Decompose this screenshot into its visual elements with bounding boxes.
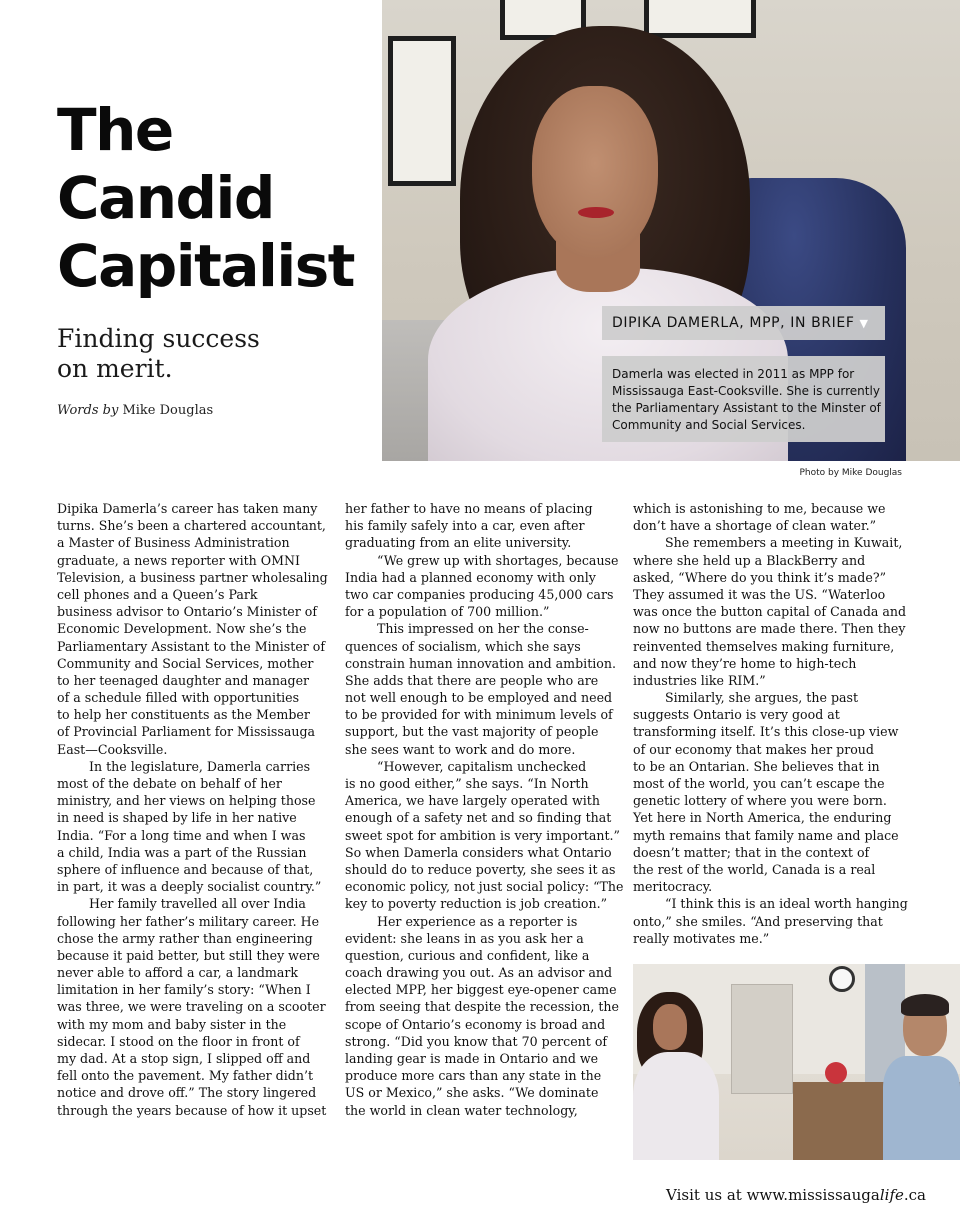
footer-prefix: Visit us at www.mississauga: [666, 1186, 880, 1204]
body-text-line: and now they’re home to high-tech: [633, 655, 857, 671]
body-text-line: business advisor to Ontario’s Minister of: [57, 604, 317, 620]
body-text-line: cell phones and a Queen’s Park: [57, 586, 258, 602]
body-text-line: now no buttons are made there. Then they: [633, 621, 906, 637]
body-text-line: question, curious and confident, like a: [345, 947, 590, 963]
body-text-line: a Master of Business Administration: [57, 535, 290, 551]
title-line: Candid: [57, 164, 274, 232]
body-column-1: [57, 500, 332, 1119]
body-text-line: East—Cooksville.: [57, 741, 168, 757]
body-text-line: economic policy, not just social policy: “The: [345, 879, 624, 895]
body-text-line: enough of a safety net and so finding that: [345, 810, 612, 826]
body-text-line: limitation in her family’s story: “When I: [57, 982, 311, 998]
body-text-line: Similarly, she argues, the past: [665, 690, 859, 706]
body-text-line: of Provincial Parliament for Mississauga: [57, 724, 316, 740]
body-text-line: through the years because of how it upset: [57, 1102, 327, 1118]
body-text-line: because it paid better, but still they were: [57, 947, 320, 963]
body-text-line: produce more cars than any state in the: [345, 1068, 602, 1084]
body-text-line: quences of socialism, which she says: [345, 638, 581, 654]
body-text-line: which is astonishing to me, because we: [633, 501, 886, 516]
body-text-line: to be provided for with minimum levels of: [345, 707, 613, 723]
body-text-line: doesn’t matter; that in the context of: [633, 844, 870, 860]
body-text-line: This impressed on her the conse-: [377, 621, 589, 637]
body-text-line: ministry, and her views on helping those: [57, 793, 316, 809]
body-text-line: chose the army rather than engineering: [57, 930, 313, 946]
footer-website: [540, 1186, 926, 1204]
article-title: [57, 96, 367, 300]
body-text-line: landing gear is made in Ontario and we: [345, 1051, 599, 1066]
woman-body: [633, 1052, 719, 1160]
body-text-line: Community and Social Services, mother: [57, 655, 314, 671]
sidebar-line: Mississauga East-Cooksville. She is currently: [612, 384, 880, 398]
body-text-line: to be an Ontarian. She believes that in: [633, 758, 880, 774]
body-text-line: “However, capitalism unchecked: [377, 758, 587, 774]
body-text-line: myth remains that family name and place: [633, 827, 899, 843]
body-text-line: for a population of 700 million.”: [345, 604, 550, 620]
body-text-line: Her family travelled all over India: [89, 896, 306, 912]
portrait-face: [532, 86, 658, 258]
body-text-line: was once the button capital of Canada and: [633, 604, 907, 620]
body-text-line: India. “For a long time and when I was: [57, 827, 306, 843]
body-text-line: sphere of influence and because of that,: [57, 861, 314, 877]
body-text-line: should do to reduce poverty, she sees it as: [345, 861, 616, 877]
body-text-line: a child, India was a part of the Russian: [57, 844, 307, 860]
body-text-line: elected MPP, her biggest eye-opener came: [345, 982, 617, 998]
body-text-line: in need is shaped by life in her native: [57, 810, 297, 826]
body-text-line: America, we have largely operated with: [345, 793, 600, 809]
body-text-line: suggests Ontario is very good at: [633, 707, 840, 723]
body-text-line: is no good either,” she says. “In North: [345, 776, 589, 791]
body-text-line: So when Damerla considers what Ontario: [345, 844, 612, 860]
body-text-line: key to poverty reduction is job creation.”: [345, 896, 608, 912]
body-text-line: reinvented themselves making furniture,: [633, 638, 895, 654]
body-text-line: Economic Development. Now she’s the: [57, 621, 307, 637]
sidebar-label: [602, 306, 885, 340]
subtitle-line: on merit.: [57, 354, 173, 383]
inset-photo: [633, 964, 960, 1160]
footer-italic: life: [879, 1186, 904, 1204]
body-text-line: sidecar. I stood on the floor in front of: [57, 1033, 300, 1049]
body-text-line: support, but the vast majority of people: [345, 724, 599, 740]
body-text-line: Television, a business partner wholesaling: [57, 569, 328, 585]
body-text-line: Yet here in North America, the enduring: [633, 810, 892, 826]
body-text-line: graduating from an elite university.: [345, 535, 572, 551]
sidebar-text: [602, 356, 885, 442]
body-text-line: notice and drove off.” The story lingered: [57, 1085, 317, 1101]
flower-pot: [825, 1062, 847, 1084]
body-text-line: Her experience as a reporter is: [377, 913, 578, 929]
body-text-line: with my mom and baby sister in the: [57, 1016, 287, 1032]
body-text-line: They assumed it was the US. “Waterloo: [633, 586, 886, 602]
body-text-line: my dad. At a stop sign, I slipped off and: [57, 1051, 311, 1066]
body-text-line: sweet spot for ambition is very important.”: [345, 827, 620, 843]
portrait-lips: [578, 207, 614, 218]
body-column-2: [345, 500, 624, 1119]
man-body: [883, 1056, 960, 1160]
body-text-line: she sees want to work and do more.: [345, 741, 576, 757]
body-text-line: asked, “Where do you think it’s made?”: [633, 569, 887, 585]
body-text-line: of a schedule filled with opportunities: [57, 690, 300, 706]
sidebar-line: Damerla was elected in 2011 as MPP for: [612, 367, 855, 381]
body-text-line: genetic lottery of where you were born.: [633, 793, 887, 809]
body-text-line: to help her constituents as the Member: [57, 707, 310, 723]
body-text-line: never able to afford a car, a landmark: [57, 965, 299, 981]
body-text-line: scope of Ontario’s economy is broad and: [345, 1016, 606, 1032]
body-text-line: evident: she leans in as you ask her a: [345, 930, 584, 946]
body-text-line: She adds that there are people who are: [345, 672, 599, 688]
body-text-line: in part, it was a deeply socialist country.”: [57, 879, 322, 895]
wall-frame: [388, 36, 456, 186]
body-text-line: strong. “Did you know that 70 percent of: [345, 1033, 608, 1049]
body-text-line: was three, we were traveling on a scooter: [57, 999, 326, 1015]
byline-author: Mike Douglas: [122, 403, 214, 418]
title-line: The: [57, 96, 173, 164]
sidebar-line: the Parliamentary Assistant to the Minster of: [612, 401, 881, 415]
body-text-line: coach drawing you out. As an advisor and: [345, 965, 613, 981]
photo-credit: Photo by Mike Douglas: [799, 468, 902, 478]
body-text-line: most of the world, you can’t escape the: [633, 776, 885, 791]
body-text-line: Dipika Damerla’s career has taken many: [57, 501, 318, 516]
body-text-line: “I think this is an ideal worth hanging: [665, 896, 908, 912]
body-text-line: the world in clean water technology,: [345, 1102, 578, 1118]
body-text-line: constrain human innovation and ambition.: [345, 655, 616, 671]
body-text-line: really motivates me.”: [633, 930, 770, 946]
body-text-line: of our economy that makes her proud: [633, 741, 874, 757]
sidebar-label-text: DIPIKA DAMERLA, MPP, IN BRIEF: [612, 315, 855, 331]
body-text-line: Parliamentary Assistant to the Minister of: [57, 638, 326, 654]
sidebar-line: Community and Social Services.: [612, 418, 806, 432]
body-text-line: She remembers a meeting in Kuwait,: [665, 535, 903, 551]
body-text-line: two car companies producing 45,000 cars: [345, 586, 614, 602]
body-text-line: In the legislature, Damerla carries: [89, 758, 311, 774]
clock-icon: [829, 966, 855, 992]
body-text-line: his family safely into a car, even after: [345, 518, 585, 534]
body-text-line: US or Mexico,” she asks. “We dominate: [345, 1085, 599, 1101]
byline-prefix: Words by: [57, 403, 119, 418]
body-text-line: not well enough to be employed and need: [345, 690, 613, 706]
body-text-line: graduate, a news reporter with OMNI: [57, 552, 300, 568]
body-text-line: following her father’s military career. He: [57, 913, 320, 929]
subtitle-line: Finding success: [57, 324, 260, 353]
wall-frame: [644, 0, 756, 38]
byline: [57, 403, 213, 418]
body-text-line: most of the debate on behalf of her: [57, 776, 282, 791]
article-subtitle: [57, 324, 357, 384]
body-text-line: the rest of the world, Canada is a real: [633, 861, 876, 877]
body-text-line: India had a planned economy with only: [345, 569, 596, 585]
body-text-line: “We grew up with shortages, because: [377, 552, 619, 568]
body-text-line: onto,” she smiles. “And preserving that: [633, 913, 883, 929]
title-line: Capitalist: [57, 232, 354, 300]
body-text-line: to her teenaged daughter and manager: [57, 672, 310, 688]
body-text-line: industries like RIM.”: [633, 672, 766, 688]
triangle-down-icon: ▼: [859, 317, 869, 330]
body-text-line: where she held up a BlackBerry and: [633, 552, 866, 568]
body-column-3: [633, 500, 908, 947]
body-text-line: turns. She’s been a chartered accountant,: [57, 518, 326, 534]
footer-suffix: .ca: [903, 1186, 926, 1204]
body-text-line: from seeing that despite the recession, the: [345, 999, 619, 1015]
body-text-line: don’t have a shortage of clean water.”: [633, 518, 877, 534]
body-text-line: her father to have no means of placing: [345, 501, 593, 516]
man-hair: [901, 994, 949, 1016]
body-text-line: transforming itself. It’s this close-up view: [633, 724, 899, 740]
body-text-line: fell onto the pavement. My father didn’t: [57, 1068, 314, 1084]
woman-face: [653, 1004, 687, 1050]
body-text-line: meritocracy.: [633, 879, 713, 895]
office-cabinet: [731, 984, 793, 1094]
